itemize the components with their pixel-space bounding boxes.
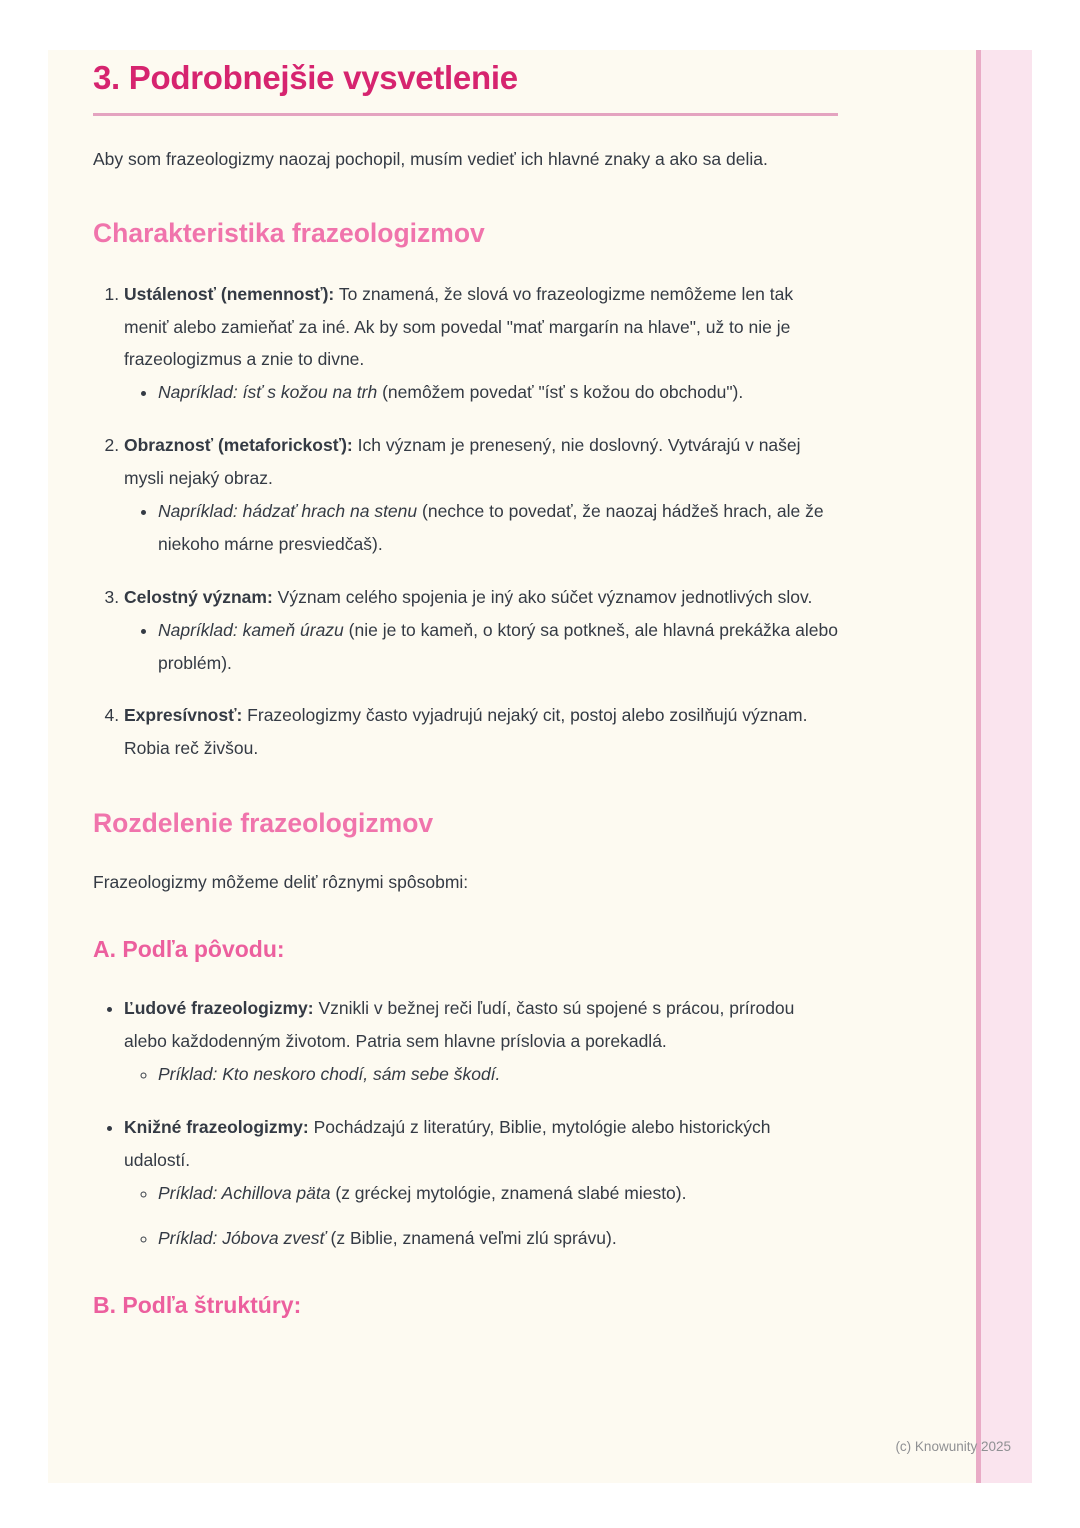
example-item bbox=[158, 614, 838, 680]
term-description: Frazeologizmy často vyjadrujú nejaký cit, postoj alebo zosilňujú význam. Robia reč živšou. bbox=[124, 705, 808, 759]
example-item bbox=[158, 495, 838, 561]
example-note: (z Biblie, znamená veľmi zlú správu). bbox=[325, 1228, 617, 1249]
list-item-obraznost bbox=[124, 429, 838, 561]
term-label: Expresívnosť: bbox=[124, 705, 243, 726]
example-item bbox=[158, 1177, 838, 1210]
example-item bbox=[158, 1222, 838, 1255]
section-heading-division: Rozdelenie frazeologizmov bbox=[93, 808, 434, 839]
term-description: To znamená, že slová vo frazeologizme nemôžeme len tak meniť alebo zamieňať za iné. Ak by som povedal "mať margarín na hlave", už to nie je frazeologizmus a znie to divne. bbox=[124, 283, 794, 370]
example-sublist bbox=[124, 614, 838, 680]
copyright-footer: (c) Knowunity 2025 bbox=[895, 1438, 1011, 1454]
example-note: (nemôžem povedať "ísť s kožou do obchodu"). bbox=[377, 382, 744, 403]
example-note: (nechce to povedať, že naozaj hádžeš hrach, ale že niekoho márne presviedčaš). bbox=[158, 500, 824, 554]
sub-heading-origin: A. Podľa pôvodu: bbox=[93, 936, 285, 963]
example-note: (z gréckej mytológie, znamená slabé miesto). bbox=[330, 1182, 687, 1203]
list-item-expresivnost bbox=[124, 699, 838, 765]
example-sublist bbox=[124, 1177, 838, 1256]
example-phrase: Príklad: Achillova päta bbox=[158, 1182, 331, 1203]
page-title: 3. Podrobnejšie vysvetlenie bbox=[93, 59, 518, 96]
example-sublist bbox=[124, 376, 838, 409]
example-phrase: Napríklad: ísť s kožou na trh bbox=[158, 382, 378, 403]
term-label: Ustálenosť (nemennosť): bbox=[124, 283, 335, 304]
term-description: Ich význam je prenesený, nie doslovný. Vytvárajú v našej mysli nejaký obraz. bbox=[124, 435, 801, 489]
sub-heading-structure: B. Podľa štruktúry: bbox=[93, 1292, 302, 1319]
example-sublist bbox=[124, 1058, 838, 1091]
list-item-knizne bbox=[124, 1111, 838, 1256]
example-note: (nie je to kameň, o ktorý sa potkneš, ale hlavná prekážka alebo problém). bbox=[158, 619, 838, 673]
example-item bbox=[158, 1058, 838, 1091]
term-label: Celostný význam: bbox=[124, 586, 273, 607]
term-description: Vznikli v bežnej reči ľudí, často sú spojené s prácou, prírodou alebo každodenným životom. Patria sem hlavne príslovia a porekadlá. bbox=[124, 998, 795, 1051]
division-intro: Frazeologizmy môžeme deliť rôznymi spôsobmi: bbox=[93, 872, 469, 893]
term-label: Knižné frazeologizmy: bbox=[124, 1116, 309, 1137]
term-description: Význam celého spojenia je iný ako súčet významov jednotlivých slov. bbox=[277, 586, 813, 607]
list-item-celostny-vyznam bbox=[124, 581, 838, 680]
list-item-ludove bbox=[124, 992, 838, 1091]
term-label: Obraznosť (metaforickosť): bbox=[124, 435, 353, 456]
section-heading-characteristics: Charakteristika frazeologizmov bbox=[93, 218, 485, 249]
example-phrase: Príklad: Jóbova zvesť bbox=[158, 1228, 326, 1249]
characteristics-list bbox=[93, 278, 838, 766]
document-page bbox=[48, 50, 1032, 1483]
example-phrase: Napríklad: hádzať hrach na stenu bbox=[158, 500, 418, 521]
list-item-ustalenost bbox=[124, 278, 838, 410]
origin-list bbox=[93, 992, 838, 1255]
example-phrase: Príklad: Kto neskoro chodí, sám sebe škodí. bbox=[158, 1063, 501, 1084]
term-label: Ľudové frazeologizmy: bbox=[124, 998, 314, 1019]
page-content bbox=[48, 50, 988, 1321]
example-item bbox=[158, 376, 838, 409]
title-divider bbox=[93, 113, 838, 116]
example-phrase: Napríklad: kameň úrazu bbox=[158, 619, 344, 640]
intro-paragraph: Aby som frazeologizmy naozaj pochopil, musím vedieť ich hlavné znaky a ako sa delia. bbox=[93, 148, 768, 169]
example-sublist bbox=[124, 495, 838, 561]
term-description: Pochádzajú z literatúry, Biblie, mytológie alebo historických udalostí. bbox=[124, 1116, 771, 1170]
